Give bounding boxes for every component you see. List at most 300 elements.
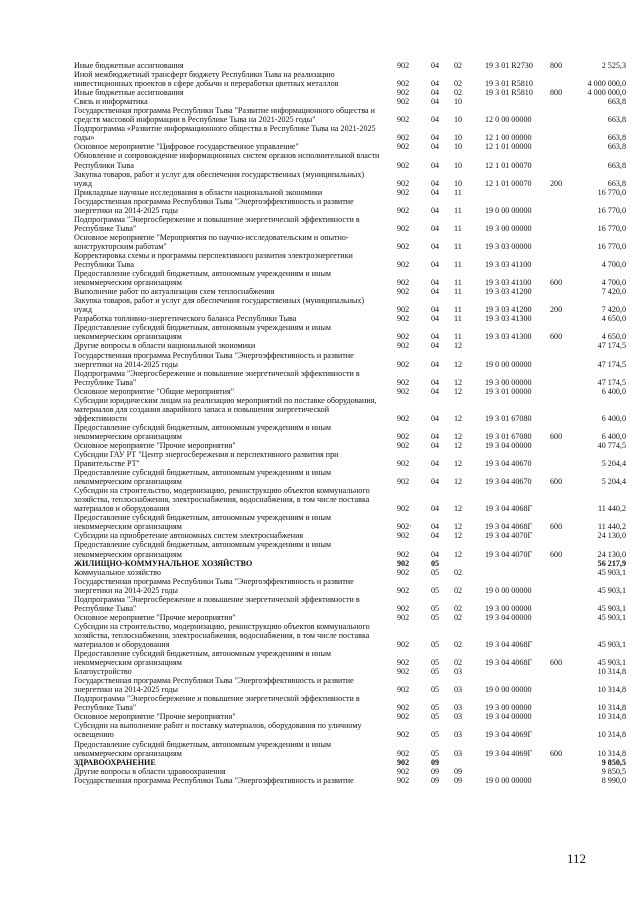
table-row bbox=[74, 613, 626, 622]
amount-cell: 9 850,5 bbox=[601, 757, 626, 767]
row-description: Предоставление субсидий бюджетным, автономным учреждениям и иным некоммерческим организациям bbox=[74, 513, 332, 532]
code-cell: 902 bbox=[397, 766, 410, 776]
table-row bbox=[74, 423, 626, 441]
subsection-cell: 10 bbox=[454, 115, 463, 125]
target-item-cell: 19 3 04 4068Г bbox=[485, 640, 533, 649]
subsection-cell: 10 bbox=[454, 160, 463, 170]
code-cell: 902 bbox=[397, 115, 410, 125]
row-description: Предоставление субсидий бюджетным, автономным учреждениям и иным некоммерческим организациям bbox=[74, 422, 332, 441]
target-item-cell: 19 3 00 00000 bbox=[485, 703, 532, 713]
row-description: Субсидии ГАУ РТ "Центр энергосбережения и перспективного развития при Правительстве РТ" bbox=[74, 450, 339, 469]
section-cell: 05 bbox=[431, 730, 440, 740]
row-description: Подпрограмма «Развитие информационного общества в Республике Тыва на 2021-2025 годы» bbox=[74, 124, 376, 143]
subsection-cell: 03 bbox=[454, 730, 463, 740]
target-item-cell: 19 3 03 00000 bbox=[485, 241, 532, 251]
table-row bbox=[74, 450, 626, 468]
row-description: Основное мероприятие "Общие мероприятия" bbox=[74, 386, 235, 396]
code-cell: 902 bbox=[397, 440, 410, 450]
table-row bbox=[74, 106, 626, 124]
section-cell: 04 bbox=[431, 459, 440, 469]
amount-cell: 45 903,1 bbox=[597, 658, 626, 668]
subsection-cell: 12 bbox=[454, 522, 463, 532]
row-description: Основное мероприятие "Цифровое государственное управление" bbox=[74, 142, 299, 152]
code-cell: 902 bbox=[397, 359, 410, 369]
expense-type-cell: 600 bbox=[550, 431, 563, 441]
subsection-cell: 09 bbox=[454, 766, 463, 776]
table-row bbox=[74, 396, 626, 423]
table-row bbox=[74, 559, 626, 568]
expense-type-cell: 600 bbox=[550, 748, 563, 758]
section-cell: 05 bbox=[431, 658, 440, 668]
section-cell: 04 bbox=[431, 377, 440, 387]
row-description: Государственная программа Республики Тыва "Энергоэффективность и развитие энергетики на 2014-2025 годы bbox=[74, 350, 354, 369]
amount-cell: 16 770,0 bbox=[597, 241, 626, 251]
code-cell: 902 bbox=[397, 603, 410, 613]
code-cell: 902 bbox=[397, 549, 410, 559]
subsection-cell: 02 bbox=[454, 640, 463, 649]
amount-cell: 4 000 000,0 bbox=[587, 79, 626, 89]
target-item-cell: 19 3 03 41200 bbox=[485, 305, 532, 315]
row-description: Субсидии юридическим лицам на реализацию мероприятий по поставке оборудования, материалов для создания аварийного запаса и повышения энергетической эффективности bbox=[74, 395, 377, 423]
section-cell: 04 bbox=[431, 278, 440, 288]
row-description: Другие вопросы в области здравоохранения bbox=[74, 766, 226, 776]
amount-cell: 9 850,5 bbox=[601, 766, 626, 776]
table-row bbox=[74, 323, 626, 341]
target-item-cell: 19 3 03 41100 bbox=[485, 278, 532, 288]
code-cell: 902 bbox=[397, 314, 410, 324]
code-cell: 902 bbox=[397, 97, 410, 107]
expense-type-cell: 600 bbox=[550, 332, 563, 342]
target-item-cell: 19 3 04 00000 bbox=[485, 712, 532, 722]
section-cell: 04 bbox=[431, 440, 440, 450]
amount-cell: 663,8 bbox=[607, 115, 626, 125]
subsection-cell: 12 bbox=[454, 504, 463, 514]
subsection-cell: 09 bbox=[454, 775, 463, 785]
subsection-cell: 02 bbox=[454, 79, 463, 89]
row-description: Субсидии на строительство, модернизацию, реконструкцию объектов коммунального хозяйства, теплоснабжения, электроснабжения, водоснабжения, в том числе поставка материалов и оборудования bbox=[74, 486, 370, 514]
subsection-cell: 12 bbox=[454, 341, 463, 351]
amount-cell: 45 903,1 bbox=[597, 612, 626, 622]
row-description: Предоставление субсидий бюджетным, автономным учреждениям и иным некоммерческим организациям bbox=[74, 323, 332, 342]
code-cell: 902 bbox=[397, 79, 410, 89]
target-item-cell: 19 3 01 R5810 bbox=[485, 88, 533, 98]
amount-cell: 8 990,0 bbox=[601, 775, 626, 785]
target-item-cell: 19 0 00 00000 bbox=[485, 359, 532, 369]
subsection-cell: 12 bbox=[454, 386, 463, 396]
subsection-cell: 02 bbox=[454, 603, 463, 613]
amount-cell: 5 204,4 bbox=[601, 477, 626, 487]
section-cell: 04 bbox=[431, 531, 440, 541]
subsection-cell: 02 bbox=[454, 61, 463, 70]
section-cell: 04 bbox=[431, 241, 440, 251]
code-cell: 902 bbox=[397, 612, 410, 622]
amount-cell: 45 903,1 bbox=[597, 567, 626, 577]
expense-type-cell: 200 bbox=[550, 305, 563, 315]
subsection-cell: 10 bbox=[454, 97, 463, 107]
table-row bbox=[74, 595, 626, 613]
section-cell: 05 bbox=[431, 558, 440, 568]
row-description: Подпрограмма "Энергосбережение и повышение энергетической эффективности в Республике Тыва" bbox=[74, 694, 360, 713]
code-cell: 902 bbox=[397, 386, 410, 396]
code-cell: 902 bbox=[397, 658, 410, 668]
amount-cell: 47 174,5 bbox=[597, 359, 626, 369]
code-cell: 902 bbox=[397, 775, 410, 785]
section-cell: 04 bbox=[431, 79, 440, 89]
subsection-cell: 03 bbox=[454, 748, 463, 758]
amount-cell: 45 903,1 bbox=[597, 603, 626, 613]
subsection-cell: 12 bbox=[454, 549, 463, 559]
code-cell: 902 bbox=[397, 459, 410, 469]
amount-cell: 6 400,0 bbox=[601, 431, 626, 441]
table-row bbox=[74, 233, 626, 251]
row-description: Иные бюджетные ассигнования bbox=[74, 61, 184, 70]
target-item-cell: 19 3 01 00000 bbox=[485, 386, 532, 396]
amount-cell: 10 314,8 bbox=[597, 685, 626, 695]
section-cell: 05 bbox=[431, 667, 440, 677]
amount-cell: 663,8 bbox=[607, 178, 626, 188]
row-description: Основное мероприятие "Прочие мероприятия" bbox=[74, 440, 236, 450]
table-row bbox=[74, 287, 626, 296]
row-description: Государственная программа Республики Тыва "Энергоэффективность и развитие энергетики на 2014-2025 годы bbox=[74, 576, 354, 595]
subsection-cell: 03 bbox=[454, 712, 463, 722]
section-cell: 04 bbox=[431, 115, 440, 125]
target-item-cell: 19 3 04 40670 bbox=[485, 477, 532, 487]
target-item-cell: 12 1 00 00000 bbox=[485, 133, 532, 143]
section-cell: 04 bbox=[431, 97, 440, 107]
subsection-cell: 03 bbox=[454, 703, 463, 713]
table-row bbox=[74, 577, 626, 595]
target-item-cell: 19 3 00 00000 bbox=[485, 377, 532, 387]
amount-cell: 663,8 bbox=[607, 142, 626, 152]
code-cell: 902 bbox=[397, 278, 410, 288]
target-item-cell: 19 3 04 00000 bbox=[485, 612, 532, 622]
section-cell: 04 bbox=[431, 88, 440, 98]
row-description: Благоустройство bbox=[74, 667, 132, 677]
target-item-cell: 19 3 04 4069Г bbox=[485, 748, 533, 758]
row-description: Предоставление субсидий бюджетным, автономным учреждениям и иным некоммерческим организациям bbox=[74, 468, 332, 487]
row-description: Обновление и сопровождение информационных систем органов исполнительной власти Республики Тыва bbox=[74, 151, 380, 170]
row-description: Связь и информатика bbox=[74, 97, 148, 107]
table-row bbox=[74, 88, 626, 97]
subsection-cell: 11 bbox=[454, 287, 462, 297]
table-row bbox=[74, 767, 626, 776]
code-cell: 902 bbox=[397, 61, 410, 70]
table-row bbox=[74, 712, 626, 721]
section-cell: 05 bbox=[431, 612, 440, 622]
code-cell: 902 bbox=[397, 260, 410, 270]
row-description: Предоставление субсидий бюджетным, автономным учреждениям и иным некоммерческим организациям bbox=[74, 269, 332, 288]
subsection-cell: 12 bbox=[454, 377, 463, 387]
table-row bbox=[74, 721, 626, 739]
row-description: Иные бюджетные ассигнования bbox=[74, 88, 184, 98]
target-item-cell: 19 3 04 00000 bbox=[485, 440, 532, 450]
code-cell: 902 bbox=[397, 413, 410, 423]
section-cell: 04 bbox=[431, 386, 440, 396]
code-cell: 902 bbox=[397, 187, 410, 197]
subsection-cell: 11 bbox=[454, 278, 462, 288]
code-cell: 902 bbox=[397, 757, 410, 767]
table-row bbox=[74, 142, 626, 151]
code-cell: 902 bbox=[397, 558, 410, 568]
subsection-cell: 12 bbox=[454, 440, 463, 450]
expense-type-cell: 800 bbox=[550, 88, 563, 98]
code-cell: 902 bbox=[397, 287, 410, 297]
subsection-cell: 03 bbox=[454, 685, 463, 695]
subsection-cell: 12 bbox=[454, 359, 463, 369]
row-description: Субсидии на строительство, модернизацию, реконструкцию объектов коммунального хозяйства, теплоснабжения, электроснабжения, водоснабжения, в том числе поставка материалов и оборудования bbox=[74, 621, 370, 649]
table-row bbox=[74, 667, 626, 676]
subsection-cell: 10 bbox=[454, 178, 463, 188]
expense-type-cell: 600 bbox=[550, 522, 563, 532]
row-description: ЖИЛИЩНО-КОММУНАЛЬНОЕ ХОЗЯЙСТВО bbox=[74, 558, 253, 568]
expense-type-cell: 600 bbox=[550, 549, 563, 559]
table-row bbox=[74, 540, 626, 558]
section-cell: 09 bbox=[431, 775, 440, 785]
subsection-cell: 12 bbox=[454, 459, 463, 469]
amount-cell: 56 217,9 bbox=[597, 558, 626, 568]
budget-table bbox=[74, 61, 626, 785]
table-row bbox=[74, 622, 626, 649]
code-cell: 902 bbox=[397, 712, 410, 722]
code-cell: 902 bbox=[397, 567, 410, 577]
amount-cell: 6 400,0 bbox=[601, 386, 626, 396]
row-description: Выполнение работ по актуализации схем теплоснабжения bbox=[74, 287, 275, 297]
target-item-cell: 19 3 01 R2730 bbox=[485, 61, 533, 70]
amount-cell: 47 174,5 bbox=[597, 341, 626, 351]
row-description: Подпрограмма "Энергосбережение и повышение энергетической эффективности в Республике Тыва" bbox=[74, 368, 360, 387]
section-cell: 04 bbox=[431, 187, 440, 197]
table-row bbox=[74, 568, 626, 577]
section-cell: 05 bbox=[431, 748, 440, 758]
amount-cell: 10 314,8 bbox=[597, 748, 626, 758]
amount-cell: 4 700,0 bbox=[601, 260, 626, 270]
target-item-cell: 19 3 01 67080 bbox=[485, 431, 532, 441]
table-row bbox=[74, 531, 626, 540]
target-item-cell: 12 0 00 00000 bbox=[485, 115, 532, 125]
target-item-cell: 12 1 01 00000 bbox=[485, 142, 532, 152]
table-row bbox=[74, 188, 626, 197]
code-cell: 902 bbox=[397, 703, 410, 713]
section-cell: 04 bbox=[431, 260, 440, 270]
subsection-cell: 11 bbox=[454, 332, 462, 342]
amount-cell: 11 440,2 bbox=[597, 504, 626, 514]
expense-type-cell: 200 bbox=[550, 178, 563, 188]
subsection-cell: 02 bbox=[454, 567, 463, 577]
row-description: Коммунальное хозяйство bbox=[74, 567, 161, 577]
amount-cell: 45 903,1 bbox=[597, 640, 626, 649]
row-description: Подпрограмма "Энергосбережение и повышение энергетической эффективности в Республике Тыва" bbox=[74, 594, 360, 613]
code-cell: 902 bbox=[397, 305, 410, 315]
code-cell: 902 bbox=[397, 531, 410, 541]
target-item-cell: 19 3 00 00000 bbox=[485, 603, 532, 613]
amount-cell: 11 440,2 bbox=[597, 522, 626, 532]
code-cell: 902 bbox=[397, 205, 410, 215]
subsection-cell: 11 bbox=[454, 187, 462, 197]
section-cell: 04 bbox=[431, 142, 440, 152]
amount-cell: 663,8 bbox=[607, 160, 626, 170]
code-cell: 902 bbox=[397, 133, 410, 143]
subsection-cell: 02 bbox=[454, 612, 463, 622]
row-description: Предоставление субсидий бюджетным, автономным учреждениям и иным некоммерческим организациям bbox=[74, 739, 332, 758]
amount-cell: 16 770,0 bbox=[597, 223, 626, 233]
target-item-cell: 19 3 04 4068Г bbox=[485, 504, 533, 514]
target-item-cell: 19 3 03 41300 bbox=[485, 314, 532, 324]
section-cell: 04 bbox=[431, 431, 440, 441]
target-item-cell: 19 3 04 4068Г bbox=[485, 658, 533, 668]
section-cell: 05 bbox=[431, 603, 440, 613]
section-cell: 05 bbox=[431, 640, 440, 649]
target-item-cell: 19 0 00 00000 bbox=[485, 775, 532, 785]
expense-type-cell: 600 bbox=[550, 477, 563, 487]
table-row bbox=[74, 351, 626, 369]
target-item-cell: 19 3 04 4068Г bbox=[485, 522, 533, 532]
subsection-cell: 12 bbox=[454, 477, 463, 487]
section-cell: 04 bbox=[431, 413, 440, 423]
section-cell: 04 bbox=[431, 61, 440, 70]
row-description: Субсидии на приобретение автономных систем электроснабжения bbox=[74, 531, 304, 541]
amount-cell: 24 130,0 bbox=[597, 549, 626, 559]
table-row bbox=[74, 676, 626, 694]
subsection-cell: 12 bbox=[454, 413, 463, 423]
amount-cell: 40 774,5 bbox=[597, 440, 626, 450]
amount-cell: 16 770,0 bbox=[597, 205, 626, 215]
subsection-cell: 03 bbox=[454, 667, 463, 677]
subsection-cell: 02 bbox=[454, 88, 463, 98]
row-description: Государственная программа Республики Тыва "Энергоэффективность и развитие энергетики на 2014-2025 годы bbox=[74, 196, 354, 215]
subsection-cell: 11 bbox=[454, 205, 462, 215]
row-description: Закупка товаров, работ и услуг для обеспечения государственных (муниципальных) нужд bbox=[74, 169, 365, 188]
subsection-cell: 02 bbox=[454, 658, 463, 668]
section-cell: 09 bbox=[431, 766, 440, 776]
subsection-cell: 11 bbox=[454, 260, 462, 270]
table-row bbox=[74, 513, 626, 531]
table-row bbox=[74, 61, 626, 70]
section-cell: 04 bbox=[431, 504, 440, 514]
code-cell: 902 bbox=[397, 477, 410, 487]
row-description: Государственная программа Республики Тыва "Энергоэффективность и развитие энергетики на 2014-2025 годы bbox=[74, 676, 354, 695]
code-cell: 902 bbox=[397, 504, 410, 514]
target-item-cell: 19 3 01 67080 bbox=[485, 413, 532, 423]
code-cell: 902 bbox=[397, 332, 410, 342]
subsection-cell: 11 bbox=[454, 314, 462, 324]
target-item-cell: 19 3 03 41300 bbox=[485, 332, 532, 342]
row-description: Предоставление субсидий бюджетным, автономным учреждениям и иным некоммерческим организациям bbox=[74, 649, 332, 668]
table-row bbox=[74, 197, 626, 215]
amount-cell: 663,8 bbox=[607, 133, 626, 143]
table-row bbox=[74, 251, 626, 269]
target-item-cell: 12 1 01 00070 bbox=[485, 178, 532, 188]
section-cell: 04 bbox=[431, 305, 440, 315]
table-row bbox=[74, 441, 626, 450]
table-row bbox=[74, 468, 626, 486]
table-row bbox=[74, 296, 626, 314]
target-item-cell: 19 3 01 R5810 bbox=[485, 79, 533, 89]
section-cell: 05 bbox=[431, 685, 440, 695]
amount-cell: 10 314,8 bbox=[597, 730, 626, 740]
code-cell: 902 bbox=[397, 142, 410, 152]
amount-cell: 47 174,5 bbox=[597, 377, 626, 387]
table-row bbox=[74, 97, 626, 106]
section-cell: 04 bbox=[431, 178, 440, 188]
row-description: Государственная программа Республики Тыва "Развитие информационного общества и средств массовой информации в Республике Тыва на 2021-2025 годы" bbox=[74, 106, 375, 125]
row-description: Подпрограмма "Энергосбережение и повышение энергетической эффективности в Республике Тыва" bbox=[74, 214, 360, 233]
code-cell: 902 bbox=[397, 178, 410, 188]
row-description: Закупка товаров, работ и услуг для обеспечения государственных (муниципальных) нужд bbox=[74, 296, 365, 315]
amount-cell: 10 314,8 bbox=[597, 712, 626, 722]
row-description: Государственная программа Республики Тыва "Энергоэффективность и развитие bbox=[74, 775, 354, 785]
row-description: Разработка топливно-энергетического баланса Республики Тыва bbox=[74, 314, 297, 324]
section-cell: 04 bbox=[431, 522, 440, 532]
subsection-cell: 02 bbox=[454, 585, 463, 595]
table-row bbox=[74, 758, 626, 767]
target-item-cell: 19 3 04 4069Г bbox=[485, 730, 533, 740]
table-row bbox=[74, 776, 626, 785]
amount-cell: 4 700,0 bbox=[601, 278, 626, 288]
amount-cell: 6 400,0 bbox=[601, 413, 626, 423]
amount-cell: 45 903,1 bbox=[597, 585, 626, 595]
section-cell: 04 bbox=[431, 287, 440, 297]
code-cell: 902 bbox=[397, 640, 410, 649]
section-cell: 05 bbox=[431, 567, 440, 577]
subsection-cell: 10 bbox=[454, 142, 463, 152]
target-item-cell: 19 0 00 00000 bbox=[485, 685, 532, 695]
section-cell: 04 bbox=[431, 332, 440, 342]
target-item-cell: 19 3 04 4070Г bbox=[485, 549, 533, 559]
code-cell: 902 bbox=[397, 748, 410, 758]
row-description: Основное мероприятие "Прочие мероприятия" bbox=[74, 612, 236, 622]
code-cell: 902 bbox=[397, 667, 410, 677]
code-cell: 902 bbox=[397, 341, 410, 351]
row-description: Иной межбюджетный трансферт бюджету Республики Тыва на реализацию инвестиционных проектов в сфере добычи и переработки цветных металлов bbox=[74, 70, 339, 89]
table-row bbox=[74, 269, 626, 287]
table-row bbox=[74, 124, 626, 142]
subsection-cell: 10 bbox=[454, 133, 463, 143]
table-row bbox=[74, 649, 626, 667]
subsection-cell: 11 bbox=[454, 223, 462, 233]
amount-cell: 7 420,0 bbox=[601, 305, 626, 315]
section-cell: 05 bbox=[431, 712, 440, 722]
subsection-cell: 12 bbox=[454, 531, 463, 541]
amount-cell: 4 650,0 bbox=[601, 332, 626, 342]
row-description: Другие вопросы в области национальной экономики bbox=[74, 341, 256, 351]
expense-type-cell: 600 bbox=[550, 658, 563, 668]
section-cell: 04 bbox=[431, 314, 440, 324]
target-item-cell: 19 3 00 00000 bbox=[485, 223, 532, 233]
code-cell: 902 bbox=[397, 431, 410, 441]
expense-type-cell: 600 bbox=[550, 278, 563, 288]
amount-cell: 4 650,0 bbox=[601, 314, 626, 324]
target-item-cell: 19 0 00 00000 bbox=[485, 205, 532, 215]
row-description: Основное мероприятие "Прочие мероприятия" bbox=[74, 712, 236, 722]
section-cell: 05 bbox=[431, 585, 440, 595]
code-cell: 902· bbox=[397, 522, 412, 532]
amount-cell: 663,8 bbox=[607, 97, 626, 107]
table-row bbox=[74, 314, 626, 323]
table-row bbox=[74, 215, 626, 233]
target-item-cell: 12 1 01 00070 bbox=[485, 160, 532, 170]
code-cell: 902 bbox=[397, 730, 410, 740]
row-description: ЗДРАВООХРАНЕНИЕ bbox=[74, 757, 156, 767]
row-description: Основное мероприятие "Мероприятия по научно-исследовательским и опытно-конструкторским работам" bbox=[74, 232, 349, 251]
row-description: Субсидии на выполнение работ и поставку материалов, оборудования по уличному освещению bbox=[74, 721, 362, 740]
section-cell: 04 bbox=[431, 359, 440, 369]
code-cell: 902 bbox=[397, 88, 410, 98]
amount-cell: 2 525,3 bbox=[601, 61, 626, 70]
amount-cell: 7 420,0 bbox=[601, 287, 626, 297]
row-description: Предоставление субсидий бюджетным, автономным учреждениям и иным некоммерческим организациям bbox=[74, 540, 332, 559]
section-cell: 04 bbox=[431, 341, 440, 351]
table-row bbox=[74, 70, 626, 88]
